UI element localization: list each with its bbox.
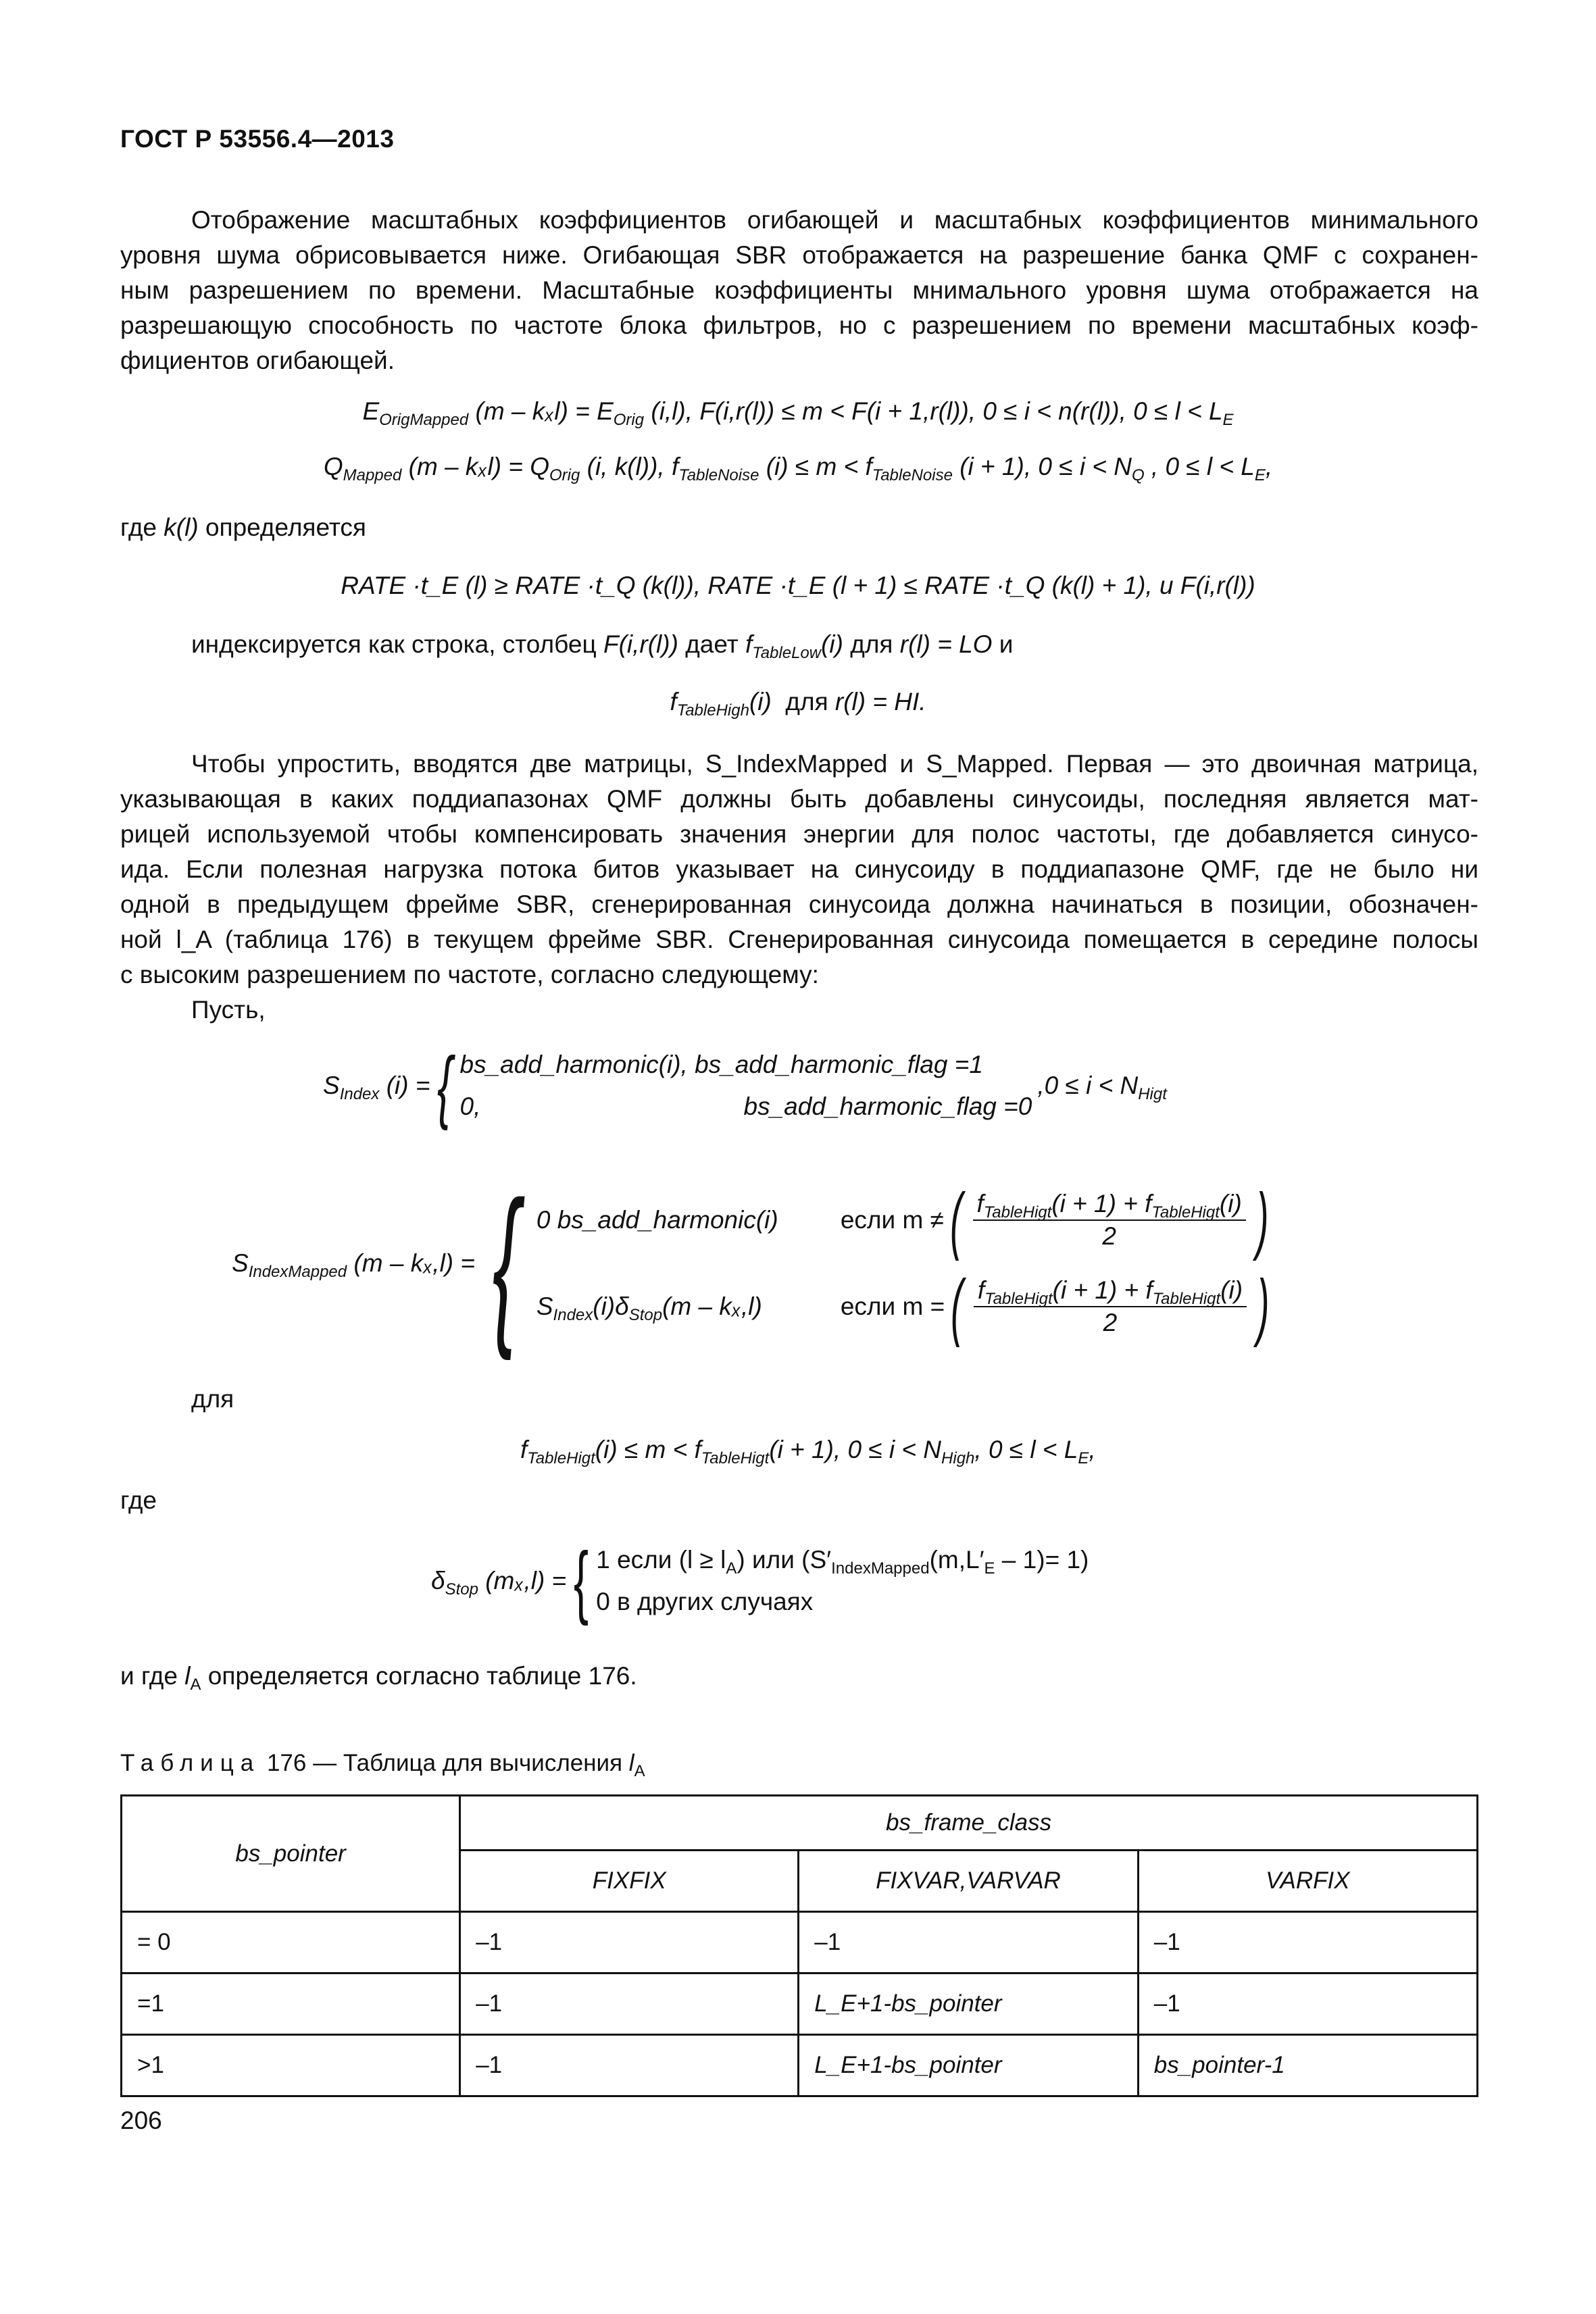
table-cell: –1 [1138,1973,1477,2035]
for-label: для [191,1385,234,1413]
table-caption: Таблица 176 — Таблица для вычисления $l_A$ [120,1750,645,1780]
table-cell: –1 [799,1912,1139,1973]
paragraph-line: ной l_A (таблица 176) в текущем фрейме SBR. Сгенерированная синусоида помещается в середине полосы [120,926,1478,953]
table-176 [120,1794,1478,2097]
header-fixvar-varvar: FIXVAR,VARVAR [799,1851,1139,1912]
table-high-line: $f_{TableHigh}(i)$ для r(l) = HI. [670,688,926,720]
table-cell: >1 [122,2035,460,2096]
formula-range: $f_{TableHigt}(i) \le m < f_{TableHigt}(i + 1)$, $0 \le i < N_{High}$, $0 \le l < L_E$, [520,1436,1096,1467]
table-cell: –1 [460,1973,799,2035]
table-cell: bs_pointer-1 [1138,2035,1477,2096]
formula-s-index: $S_{Index}$ (i) = { bs_add_harmonic(i), bs_add_harmonic_flag =1 0, bs_add_harmonic_flag =0 $,0 \le i < N_{Higt}$ [323,1040,1167,1131]
table-cell: = 0 [122,1912,460,1973]
paragraph-line: одной в предыдущем фрейме SBR, сгенерированная синусоида должна начинаться в позиции, обозначен- [120,890,1478,918]
paragraph-line: с высоким разрешением по частоте, согласно следующему: [120,961,819,988]
where-k-line: где k(l) определяется [120,513,366,541]
formula-rate: RATE ·t_E (l) ≥ RATE ·t_Q (k(l)), RATE ·t_E (l + 1) ≤ RATE ·t_Q (k(l) + 1), и F(i,r(l)) [341,572,1255,599]
left-brace: { [492,1165,519,1361]
table-cell: –1 [1138,1912,1477,1973]
formula-delta-step: $\delta_{Stop}$ (mₓ,l) = { 1 если $(l \ge l_A)$ или $(S'_{IndexMapped}(m,L'_E - 1)= 1)$ 0 в других случаях [431,1536,1089,1626]
indexed-line: индексируется как строка, столбец F(i,r(l)) дает $f_{TableLow}(i)$ для r(l) = LO и [191,630,1014,662]
formula-e-orig-mapped: $E_{OrigMapped}$ $(m - k_xl) = E_{Orig}$ (i,l), F(i,r(l)) ≤ m < F(i + 1,r(l)), 0 ≤ i < n(r(l)), $0 \le l < L_E$ [362,397,1234,429]
paragraph-line: фициентов огибающей. [120,347,395,374]
let-line: Пусть, [191,996,266,1024]
left-brace: { [437,1040,453,1131]
table-row [122,1912,1478,1973]
paragraph-line: указывающая в каких поддиапазонах QMF должны быть добавлены синусоиды, последняя является мат- [120,785,1478,813]
paragraph-matrices [120,747,1478,1028]
formula-q-mapped: $Q_{Mapped}$ $(m - k_xl) = Q_{Orig}$ (i, k(l)), $f_{TableNoise}$ $(i) \le m < f_{TableNoise}$ (i + 1), $0 \le i < N_Q$ , $0 \le l < L_E$, [323,453,1273,484]
paragraph-line: Отображение масштабных коэффициентов огибающей и масштабных коэффициентов минимального [191,206,1478,234]
left-brace: { [574,1536,589,1626]
paragraph-line: рицей используемой чтобы компенсировать значения энергии для полос частоты, где добавляется синусо- [120,820,1478,848]
paragraph-intro [120,203,1478,378]
and-where-line: и где $l_A$ определяется согласно таблице 176. [120,1662,637,1694]
header-varfix: VARFIX [1138,1851,1477,1912]
paragraph-line: уровня шума обрисовывается ниже. Огибающая SBR отображается на разрешение банка QMF с сохранен- [120,241,1478,269]
where-label: где [120,1486,157,1514]
page-number: 206 [120,2107,162,2134]
table-cell: –1 [460,1912,799,1973]
table-cell: L_E+1-bs_pointer [799,1973,1139,2035]
table-cell: –1 [460,2035,799,2096]
table-row [122,2035,1478,2096]
header-bs-frame-class: bs_frame_class [460,1796,1478,1851]
paragraph-line: ида. Если полезная нагрузка потока битов указывает на синусоиду в поддиапазоне QMF, где не было ни [120,855,1478,883]
table-row [122,1973,1478,2035]
document-header: ГОСТ Р 53556.4—2013 [120,125,395,153]
paragraph-line: ным разрешением по времени. Масштабные коэффициенты мнимального уровня шума отображается на [120,276,1478,304]
header-fixfix: FIXFIX [460,1851,799,1912]
formula-s-index-mapped: $S_{IndexMapped}$ (m – kₓ,l) = { 0 bs_add_harmonic(i) если m ≠ ( $\frac{f_{TableHigt}(i + 1) + f_{TableHigt}(i)}{2}$ ) $S_{Index}(i)\delta_{Stop}(m - k_x,l)$ если m = ( $\frac{f_{TableHigt}(i + 1) + f_{TableHigt}(i)}{2}$ ) [232,1165,1270,1361]
header-bs-pointer: bs_pointer [122,1796,460,1912]
paragraph-line: Чтобы упростить, вводятся две матрицы, S_IndexMapped и S_Mapped. Первая — это двоичная матрица, [191,750,1478,778]
paragraph-line: разрешающую способность по частоте блока фильтров, но с разрешением по времени масштабных коэф- [120,311,1478,339]
table-cell: =1 [122,1973,460,2035]
table-cell: L_E+1-bs_pointer [799,2035,1139,2096]
